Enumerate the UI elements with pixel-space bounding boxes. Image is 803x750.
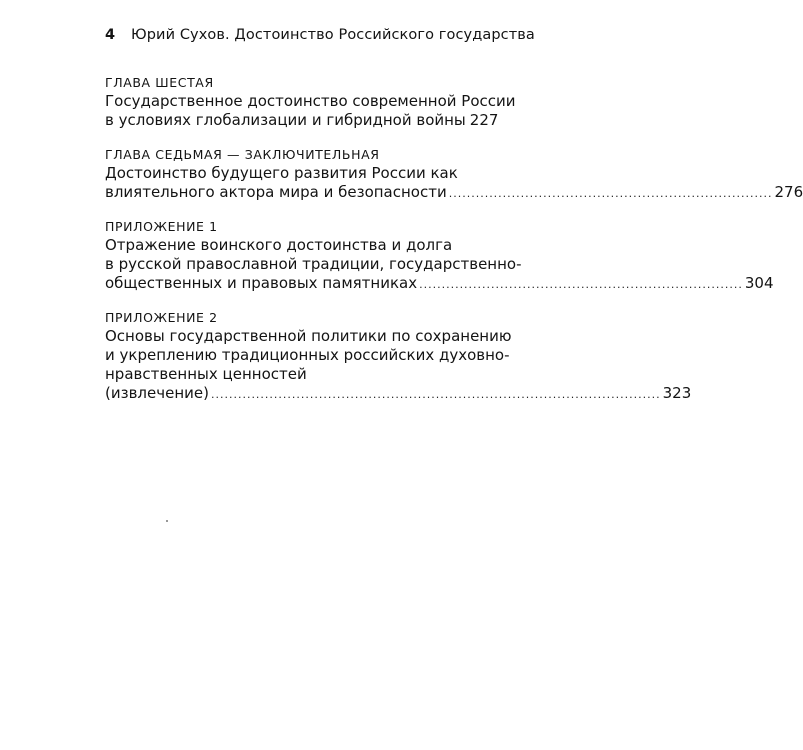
toc-entry bbox=[105, 73, 516, 131]
toc-entry-title-line: в русской православной традиции, государственно- bbox=[105, 255, 522, 273]
dot-leader: ........................................................................ bbox=[419, 278, 743, 291]
toc-page-number: 276 bbox=[774, 183, 803, 201]
toc-page-number: 227 bbox=[469, 111, 499, 129]
toc-entry-title-line bbox=[105, 111, 499, 131]
toc-entry bbox=[105, 308, 692, 404]
toc-entry-title-text: в условиях глобализации и гибридной войны bbox=[105, 111, 466, 129]
toc-entry-label: ГЛАВА СЕДЬМАЯ — ЗАКЛЮЧИТЕЛЬНАЯ bbox=[105, 147, 380, 162]
toc-entry-title-text: (извлечение) bbox=[105, 384, 209, 402]
toc-entry-title-line: Отражение воинского достоинства и долга bbox=[105, 236, 453, 254]
toc-entry-label: ПРИЛОЖЕНИЕ 2 bbox=[105, 310, 218, 325]
toc-entry-title-text: влиятельного актора мира и безопасности bbox=[105, 183, 447, 201]
toc-entry-title-line bbox=[105, 384, 692, 404]
toc-entry-label: ГЛАВА ШЕСТАЯ bbox=[105, 75, 214, 90]
toc-page-number: 304 bbox=[744, 274, 774, 292]
toc-entry-title-line bbox=[105, 274, 774, 294]
toc-entry-label: ПРИЛОЖЕНИЕ 1 bbox=[105, 219, 218, 234]
toc-entry-title-text: общественных и правовых памятниках bbox=[105, 274, 418, 292]
toc-page-number: 323 bbox=[662, 384, 692, 402]
print-speck bbox=[166, 520, 168, 522]
toc-entry-title-line: Государственное достоинство современной России bbox=[105, 92, 516, 110]
table-of-contents bbox=[105, 73, 803, 418]
toc-entry-title-line bbox=[105, 183, 803, 203]
toc-entry-title-line: Основы государственной политики по сохранению bbox=[105, 327, 512, 345]
toc-entry bbox=[105, 145, 803, 203]
toc-entry-title-line: и укреплению традиционных российских духовно- bbox=[105, 346, 510, 364]
toc-entry-title-line: нравственных ценностей bbox=[105, 365, 307, 383]
toc-entry-title-line: Достоинство будущего развития России как bbox=[105, 164, 458, 182]
running-head bbox=[105, 27, 535, 43]
page-number: 4 bbox=[105, 27, 116, 43]
running-head-title: Юрий Сухов. Достоинство Российского государства bbox=[131, 27, 535, 43]
dot-leader: .................................................................................................... bbox=[210, 388, 661, 401]
toc-entry bbox=[105, 217, 774, 294]
dot-leader: ........................................................................ bbox=[448, 187, 773, 200]
